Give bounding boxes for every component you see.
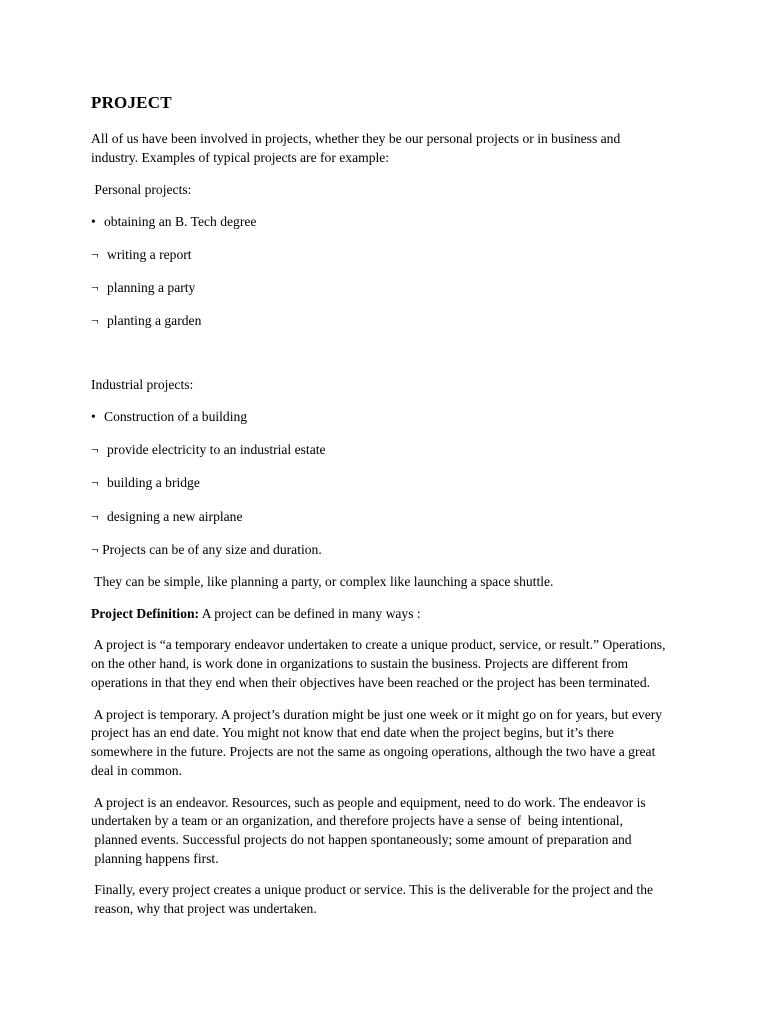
not-sign-icon: ¬: [91, 280, 99, 295]
intro-line: All of us have been involved in projects, whether they be our personal projects or in business and: [91, 131, 621, 146]
list-item-text: provide electricity to an industrial estate: [107, 442, 326, 457]
bullet-icon: •: [91, 409, 96, 424]
size-statement: ¬ Projects can be of any size and duration.: [91, 542, 322, 557]
definition-line: [91, 604, 421, 623]
intro-line: industry. Examples of typical projects are for example:: [91, 150, 390, 165]
list-item-text: obtaining an B. Tech degree: [104, 214, 257, 229]
not-sign-icon: ¬: [91, 247, 99, 262]
list-item-text: planting a garden: [107, 313, 202, 328]
paragraph-line: planned events. Successful projects do not happen spontaneously; some amount of preparation and: [91, 832, 632, 847]
list-item: [91, 311, 201, 330]
list-item: [91, 278, 195, 297]
bullet-icon: •: [91, 214, 96, 229]
not-sign-icon: ¬: [91, 313, 99, 328]
list-item-text: writing a report: [107, 247, 192, 262]
industrial-projects-heading: Industrial projects:: [91, 377, 194, 392]
list-item: [91, 212, 256, 231]
definition-text: A project can be defined in many ways :: [199, 606, 421, 621]
paragraph-line: A project is “a temporary endeavor undertaken to create a unique product, service, or result.” Operations,: [91, 637, 666, 652]
not-sign-icon: ¬: [91, 442, 99, 457]
list-item: [91, 245, 192, 264]
paragraph-line: somewhere in the future. Projects are not the same as ongoing operations, although the two have a great: [91, 744, 656, 759]
paragraph-line: undertaken by a team or an organization, and therefore projects have a sense of being intentional,: [91, 813, 623, 828]
personal-projects-heading: Personal projects:: [91, 182, 192, 197]
paragraph-line: reason, why that project was undertaken.: [91, 901, 317, 916]
list-item: [91, 507, 243, 526]
paragraph-line: A project is an endeavor. Resources, such as people and equipment, need to do work. The endeavor is: [91, 795, 646, 810]
paragraph-line: project has an end date. You might not know that end date when the project begins, but it’s there: [91, 725, 614, 740]
list-item: [91, 473, 200, 492]
list-item: [91, 407, 247, 426]
list-item: [91, 440, 326, 459]
list-item-text: Construction of a building: [104, 409, 248, 424]
simple-statement: They can be simple, like planning a party, or complex like launching a space shuttle.: [91, 574, 554, 589]
document-title: PROJECT: [91, 93, 172, 112]
not-sign-icon: ¬: [91, 475, 99, 490]
list-item-text: building a bridge: [107, 475, 200, 490]
definition-label: Project Definition:: [91, 606, 200, 621]
paragraph-line: planning happens first.: [91, 851, 219, 866]
list-item-text: planning a party: [107, 280, 196, 295]
not-sign-icon: ¬: [91, 509, 99, 524]
paragraph-line: deal in common.: [91, 763, 182, 778]
paragraph-line: Finally, every project creates a unique product or service. This is the deliverable for the project and the: [91, 882, 654, 897]
paragraph-line: operations in that they end when their objectives have been reached or the project has been terminated.: [91, 675, 651, 690]
list-item-text: designing a new airplane: [107, 509, 243, 524]
paragraph-line: A project is temporary. A project’s duration might be just one week or it might go on for years, but every: [91, 707, 663, 722]
paragraph-line: on the other hand, is work done in organizations to sustain the business. Projects are different from: [91, 656, 629, 671]
